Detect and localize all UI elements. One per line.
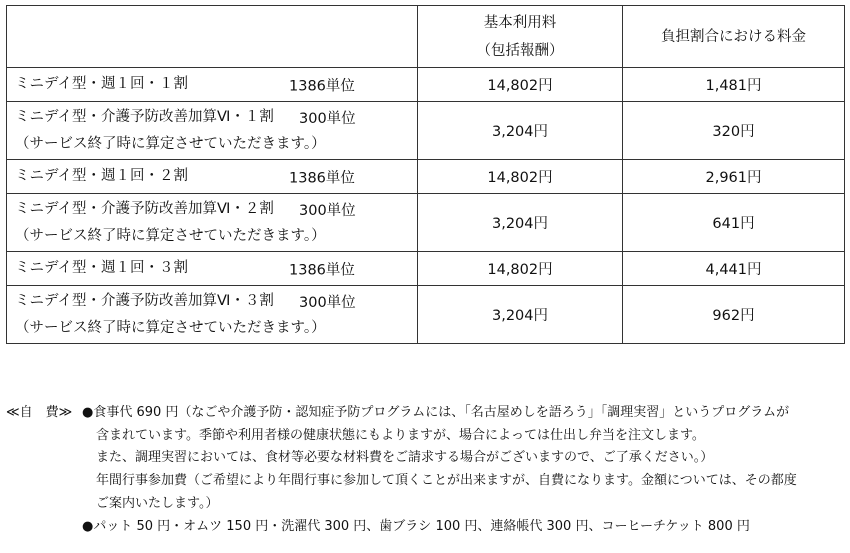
- service-cell: [7, 252, 418, 286]
- service-cell: [7, 160, 418, 194]
- service-name: ミニデイ型・介護予防改善加算Ⅵ・３割: [15, 292, 274, 309]
- service-name: ミニデイ型・週１回・１割: [15, 76, 188, 92]
- note-line: ●パット 50 円・オムツ 150 円・洗濯代 300 円、歯ブラシ 100 円、連絡帳代 300 円、コーヒーチケット 800 円: [82, 518, 750, 534]
- charge-cell: 4,441円: [623, 252, 845, 286]
- service-cell: [7, 102, 418, 160]
- charge-cell: 1,481円: [623, 68, 845, 102]
- note-line: 含まれています。季節や利用者様の健康状態にもよりますが、場合によっては仕出し弁当を注文します。: [96, 427, 705, 443]
- base-fee-cell: 3,204円: [418, 194, 623, 252]
- self-pay-notes: [6, 402, 846, 538]
- table-row: [7, 194, 845, 252]
- service-name: ミニデイ型・週１回・２割: [15, 168, 188, 184]
- table-row: [7, 68, 845, 102]
- base-fee-cell: 14,802円: [418, 160, 623, 194]
- header-base-fee-line2: （包括報酬）: [476, 42, 564, 59]
- service-units: 300単位: [299, 203, 356, 219]
- table-row: [7, 252, 845, 286]
- table-row: [7, 102, 845, 160]
- service-name: ミニデイ型・介護予防改善加算Ⅵ・１割: [15, 108, 274, 125]
- table-row: [7, 160, 845, 194]
- service-name: ミニデイ型・週１回・３割: [15, 260, 188, 276]
- note-line: また、調理実習においては、食材等必要な材料費をご請求する場合がございますので、ご了承ください。）: [96, 450, 714, 466]
- note-line: 年間行事参加費（ご希望により年間行事に参加して頂くことが出来ますが、自費になります。金額については、その都度: [96, 473, 797, 489]
- header-base-fee-line1: 基本利用料: [483, 14, 557, 31]
- service-note: （サービス終了時に算定させていただきます。）: [15, 227, 326, 244]
- fee-table: [6, 5, 845, 344]
- header-share-charge: 負担割合における料金: [623, 6, 845, 68]
- service-cell: [7, 194, 418, 252]
- service-note: （サービス終了時に算定させていただきます。）: [15, 319, 326, 336]
- charge-cell: 641円: [623, 194, 845, 252]
- service-cell: [7, 286, 418, 344]
- note-line: ご案内いたします。）: [96, 495, 219, 511]
- note-line: ●食事代 690 円（なごや介護予防・認知症予防プログラムには、「名古屋めしを語ろう」「調理実習」というプログラムが: [82, 405, 790, 420]
- table-row: [7, 286, 845, 344]
- header-base-fee: [418, 6, 623, 68]
- base-fee-cell: 3,204円: [418, 102, 623, 160]
- charge-cell: 2,961円: [623, 160, 845, 194]
- table-header-row: [7, 6, 845, 68]
- service-note: （サービス終了時に算定させていただきます。）: [15, 135, 326, 152]
- service-units: 1386単位: [289, 262, 355, 278]
- base-fee-cell: 3,204円: [418, 286, 623, 344]
- service-name: ミニデイ型・介護予防改善加算Ⅵ・２割: [15, 200, 274, 217]
- charge-cell: 962円: [623, 286, 845, 344]
- service-units: 300単位: [299, 111, 356, 127]
- service-units: 300単位: [299, 295, 356, 311]
- service-cell: [7, 68, 418, 102]
- self-pay-label: ≪自 費≫: [6, 405, 73, 420]
- self-pay-body: [82, 402, 846, 538]
- base-fee-cell: 14,802円: [418, 252, 623, 286]
- base-fee-cell: 14,802円: [418, 68, 623, 102]
- service-units: 1386単位: [289, 170, 355, 186]
- service-units: 1386単位: [289, 78, 355, 94]
- header-service: [7, 6, 418, 68]
- charge-cell: 320円: [623, 102, 845, 160]
